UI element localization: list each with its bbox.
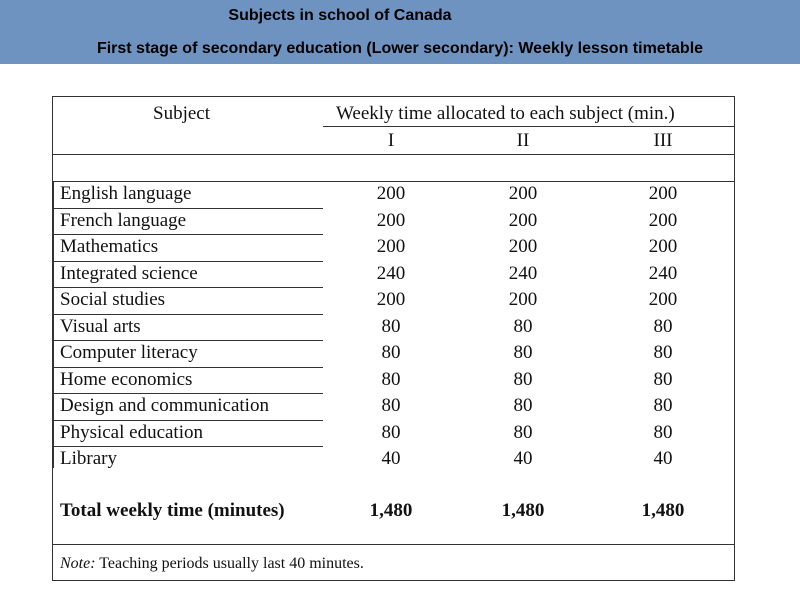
value-cell: 80	[381, 368, 401, 390]
table-note	[60, 553, 364, 575]
value-cell: 80	[381, 315, 401, 337]
value-cell: 80	[513, 368, 533, 390]
value-cell: 40	[513, 448, 533, 469]
subject-cell: Computer literacy	[60, 342, 198, 363]
total-value-2: 1,480	[501, 500, 545, 521]
note-divider	[53, 544, 734, 545]
value-cell: 200	[508, 183, 538, 204]
header-divider-2	[53, 181, 734, 182]
value-cell: 200	[648, 236, 678, 257]
value-cell: 200	[508, 289, 538, 310]
grade-header-2: II	[516, 130, 530, 151]
subject-cell: Social studies	[60, 289, 166, 310]
value-cell: 80	[381, 342, 401, 363]
value-cell: 200	[376, 183, 406, 204]
value-cell: 200	[508, 236, 538, 257]
subject-cell: Design and communication	[60, 395, 269, 416]
value-cell: 80	[381, 395, 401, 416]
value-cell: 80	[513, 315, 533, 337]
total-value-1: 1,480	[369, 500, 413, 521]
row-divider	[53, 261, 323, 262]
value-cell: 80	[513, 421, 533, 443]
value-cell: 80	[513, 342, 533, 363]
row-divider	[53, 393, 323, 394]
header-underline	[323, 126, 735, 127]
subject-cell: Physical education	[60, 421, 203, 443]
subject-cell: Home economics	[60, 368, 193, 390]
value-cell: 200	[648, 289, 678, 310]
page-subtitle: First stage of secondary education (Lower secondary): Weekly lesson timetable	[96, 40, 704, 57]
grade-header-3: III	[653, 130, 673, 151]
value-cell: 40	[653, 448, 673, 469]
value-cell: 200	[508, 209, 538, 231]
value-cell: 80	[653, 342, 673, 363]
page-title: Subjects in school of Canada	[228, 7, 452, 24]
value-cell: 40	[381, 448, 401, 469]
note-text: Teaching periods usually last 40 minutes.	[99, 555, 364, 572]
row-divider	[53, 287, 323, 288]
subject-cell: French language	[60, 209, 187, 231]
value-cell: 240	[376, 262, 406, 284]
timetable-table	[52, 96, 735, 581]
value-cell: 240	[648, 262, 678, 284]
value-cell: 80	[513, 395, 533, 416]
row-divider	[53, 208, 323, 209]
subject-column-header: Subject	[153, 103, 210, 124]
row-divider	[53, 340, 323, 341]
value-cell: 200	[376, 289, 406, 310]
value-cell: 80	[381, 421, 401, 443]
time-column-header: Weekly time allocated to each subject (min.)	[336, 103, 675, 124]
value-cell: 80	[653, 395, 673, 416]
row-divider	[53, 314, 323, 315]
row-divider	[53, 367, 323, 368]
subject-cell: Mathematics	[60, 236, 159, 257]
value-cell: 200	[376, 209, 406, 231]
grade-header-1: I	[387, 130, 395, 151]
value-cell: 200	[648, 209, 678, 231]
subject-cell: Visual arts	[60, 315, 141, 337]
row-divider	[53, 420, 323, 421]
subject-cell: Library	[60, 448, 117, 469]
value-cell: 80	[653, 368, 673, 390]
note-label: Note:	[60, 555, 96, 572]
row-divider	[53, 446, 323, 447]
row-divider	[53, 234, 323, 235]
value-cell: 80	[653, 421, 673, 443]
subject-cell: English language	[60, 183, 192, 204]
value-cell: 200	[648, 183, 678, 204]
total-label: Total weekly time (minutes)	[60, 500, 285, 521]
total-value-3: 1,480	[641, 500, 685, 521]
header-divider	[53, 154, 734, 155]
value-cell: 80	[653, 315, 673, 337]
subject-cell: Integrated science	[60, 262, 198, 284]
value-cell: 240	[508, 262, 538, 284]
title-banner	[0, 0, 800, 64]
value-cell: 200	[376, 236, 406, 257]
